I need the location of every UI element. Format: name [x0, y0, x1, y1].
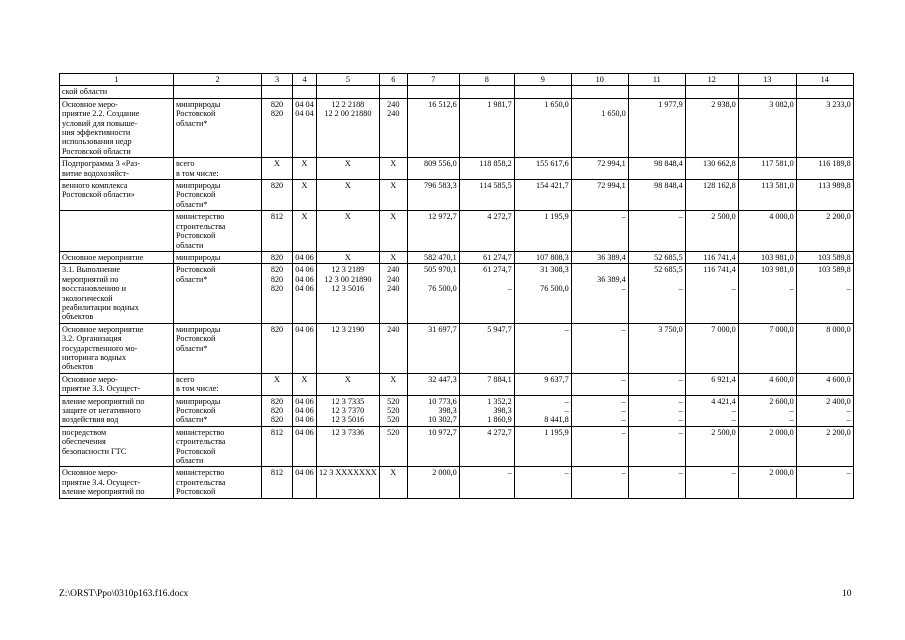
table-cell: 04 04 04 04 [293, 98, 317, 157]
table-cell: 72 994,1 [571, 180, 628, 211]
table-cell [407, 86, 459, 98]
table-cell: 796 583,3 [407, 180, 459, 211]
table-cell: 31 697,7 [407, 323, 459, 373]
table-cell: 10 773,6 398,3 10 302,7 [407, 395, 459, 426]
table-cell: 240 240 240 [379, 264, 407, 323]
header-cell: 7 [407, 74, 459, 86]
table-cell: 130 662,8 [685, 158, 738, 180]
table-cell: Х [317, 211, 380, 252]
table-cell [738, 86, 796, 98]
table-cell: 820 820 [262, 98, 293, 157]
table-cell: 520 520 520 [379, 395, 407, 426]
table-cell [60, 211, 174, 252]
table-cell: 4 421,4 – – [685, 395, 738, 426]
table-cell: 5 947,7 [459, 323, 514, 373]
table-cell: 61 274,7 – [459, 264, 514, 323]
table-cell: – [459, 467, 514, 498]
table-cell: 98 848,4 [628, 180, 685, 211]
table-cell: 12 2 2188 12 2 00 21880 [317, 98, 380, 157]
table-cell: 12 3 2190 [317, 323, 380, 373]
table-cell: 1 352,2 398,3 1 860,9 [459, 395, 514, 426]
table-cell: 2 400,0 – – [796, 395, 853, 426]
table-cell: – – – [571, 395, 628, 426]
header-cell: 5 [317, 74, 380, 86]
table-cell: 820 820 820 [262, 395, 293, 426]
table-cell: Основное меро- приятие 3.3. Осущест- [60, 373, 174, 395]
table-cell: 1 977,9 [628, 98, 685, 157]
table-cell: Х [262, 373, 293, 395]
table-cell: 12 3 ХХХХХХХ [317, 467, 380, 498]
table-cell: 116 741,4 – [685, 264, 738, 323]
table-cell: 1 981,7 [459, 98, 514, 157]
table-cell: всего в том числе: [174, 373, 262, 395]
table-cell: 7 884,1 [459, 373, 514, 395]
table-cell: 1 650,0 [514, 98, 571, 157]
table-cell: 1 195,9 [514, 426, 571, 467]
table-cell [685, 86, 738, 98]
table-cell: 4 272,7 [459, 426, 514, 467]
header-cell: 10 [571, 74, 628, 86]
table-cell: 103 981,0 [738, 251, 796, 263]
table-cell: 154 421,7 [514, 180, 571, 211]
table-cell: 116 189,8 [796, 158, 853, 180]
table-cell: 10 972,7 [407, 426, 459, 467]
budget-table [59, 73, 854, 499]
table-cell: всего в том числе: [174, 158, 262, 180]
table-cell: 4 272,7 [459, 211, 514, 252]
table-row [60, 180, 854, 211]
table-row [60, 426, 854, 467]
table-cell: 4 000,0 [738, 211, 796, 252]
table-cell: 2 000,0 [407, 467, 459, 498]
table-cell: Х [379, 180, 407, 211]
table-cell: – [571, 373, 628, 395]
table-cell: 1 195,9 [514, 211, 571, 252]
table-cell: 118 858,2 [459, 158, 514, 180]
table-cell: 98 848,4 [628, 158, 685, 180]
table-cell [571, 86, 628, 98]
table-cell: 12 972,7 [407, 211, 459, 252]
header-cell: 2 [174, 74, 262, 86]
table-cell: Ростовской области* [174, 264, 262, 323]
table-cell: – [571, 467, 628, 498]
table-cell: 117 581,0 [738, 158, 796, 180]
table-cell: 32 447,3 [407, 373, 459, 395]
table-cell: 04 06 04 06 04 06 [293, 395, 317, 426]
table-cell: 103 589,8 [796, 251, 853, 263]
table-cell: 820 [262, 323, 293, 373]
table-cell: 4 600,0 [738, 373, 796, 395]
table-cell: – [628, 373, 685, 395]
table-cell: 114 585,5 [459, 180, 514, 211]
table-cell: 04 06 [293, 426, 317, 467]
table-cell: 7 000,0 [685, 323, 738, 373]
table-cell: 2 200,0 [796, 426, 853, 467]
table-cell: 155 617,6 [514, 158, 571, 180]
table-cell: Х [317, 251, 380, 263]
table-row [60, 264, 854, 323]
table-cell: минприроды Ростовской области* [174, 180, 262, 211]
table-cell: 113 989,8 [796, 180, 853, 211]
table-cell: посредством обеспечения безопасности ГТС [60, 426, 174, 467]
table-cell [628, 86, 685, 98]
table-cell: Х [379, 373, 407, 395]
header-row [60, 74, 854, 86]
table-cell: – [628, 426, 685, 467]
table-cell: министерство строительства Ростовской [174, 467, 262, 498]
table-cell [293, 86, 317, 98]
table-cell: 2 000,0 [738, 426, 796, 467]
table-cell: – [571, 426, 628, 467]
table-cell: – [796, 467, 853, 498]
table-cell: Х [379, 467, 407, 498]
table-cell: 52 685,5 [628, 251, 685, 263]
table-cell: 812 [262, 211, 293, 252]
table-cell: Х [317, 373, 380, 395]
table-row [60, 251, 854, 263]
footer-page-number: 10 [842, 589, 852, 599]
table-cell: – [628, 467, 685, 498]
table-cell: 103 981,0 – [738, 264, 796, 323]
table-cell: 36 389,4 [571, 251, 628, 263]
table-cell [262, 86, 293, 98]
table-cell: 3 082,0 [738, 98, 796, 157]
table-cell: – [514, 323, 571, 373]
table-cell [796, 86, 853, 98]
table-cell: Х [293, 180, 317, 211]
table-cell: 582 470,1 [407, 251, 459, 263]
table-cell: Основное мероприятие [60, 251, 174, 263]
table-cell: 12 3 7335 12 3 7370 12 3 5016 [317, 395, 380, 426]
header-cell: 8 [459, 74, 514, 86]
table-cell: венного комплекса Ростовской области» [60, 180, 174, 211]
table-row [60, 211, 854, 252]
table-cell: министерство строительства Ростовской области [174, 211, 262, 252]
table-cell: 7 000,0 [738, 323, 796, 373]
table-cell: 809 556,0 [407, 158, 459, 180]
table-cell: 2 600,0 – – [738, 395, 796, 426]
table-cell [514, 86, 571, 98]
table-cell: ской области [60, 86, 174, 98]
table-cell: 2 000,0 [738, 467, 796, 498]
table-cell: 812 [262, 467, 293, 498]
header-cell: 1 [60, 74, 174, 86]
header-cell: 3 [262, 74, 293, 86]
table-cell: Х [379, 251, 407, 263]
table-cell: 8 000,0 [796, 323, 853, 373]
table-cell: 72 994,1 [571, 158, 628, 180]
table-cell [379, 86, 407, 98]
table-cell: Основное меро- приятие 3.4. Осущест- вление мероприятий по [60, 467, 174, 498]
table-cell: 2 200,0 [796, 211, 853, 252]
table-cell: 3 233,0 [796, 98, 853, 157]
table-cell: 9 637,7 [514, 373, 571, 395]
table-cell: Х [379, 158, 407, 180]
table-cell: 107 808,3 [514, 251, 571, 263]
table-cell: Х [379, 211, 407, 252]
table-cell: 31 308,3 76 500,0 [514, 264, 571, 323]
table-cell: 2 938,0 [685, 98, 738, 157]
table-cell: 61 274,7 [459, 251, 514, 263]
table-cell: Основное мероприятие 3.2. Организация государственного мо- ниторинга водных объектов [60, 323, 174, 373]
table-cell: Х [317, 180, 380, 211]
table-cell: – [514, 467, 571, 498]
table-cell: вление мероприятий по защите от негативного воздействия вод [60, 395, 174, 426]
table-cell: 04 06 [293, 251, 317, 263]
table-cell: минприроды Ростовской области* [174, 98, 262, 157]
table-cell: минприроды Ростовской области* [174, 323, 262, 373]
table-cell: 505 970,1 76 500,0 [407, 264, 459, 323]
header-cell: 13 [738, 74, 796, 86]
table-cell: – [628, 211, 685, 252]
table-cell: 52 685,5 – [628, 264, 685, 323]
table-cell: 12 3 2189 12 3 00 21890 12 3 5016 [317, 264, 380, 323]
table-cell: 4 600,0 [796, 373, 853, 395]
table-cell: 240 [379, 323, 407, 373]
table-cell: Подпрограмма 3 «Раз- витие водохозяйст- [60, 158, 174, 180]
table-cell: Основное меро- приятие 2.2. Создание условий для повыше- ния эффективности использования недр Ростовской области [60, 98, 174, 157]
table-cell: – [571, 323, 628, 373]
table-cell: 820 [262, 180, 293, 211]
footer-file-path: Z:\ORST\Ppo\0310p163.f16.docx [59, 589, 189, 599]
table-cell: 103 589,8 – [796, 264, 853, 323]
table-cell: 820 820 820 [262, 264, 293, 323]
table-cell: Х [262, 158, 293, 180]
table-row [60, 395, 854, 426]
header-cell: 6 [379, 74, 407, 86]
table-cell: 820 [262, 251, 293, 263]
table-cell: 520 [379, 426, 407, 467]
table-cell: минприроды [174, 251, 262, 263]
table-cell: 3.1. Выполнение мероприятий по восстановлению и экологической реабилитации водных объектов [60, 264, 174, 323]
table-cell: 12 3 7336 [317, 426, 380, 467]
header-cell: 12 [685, 74, 738, 86]
table-cell: 2 500,0 [685, 426, 738, 467]
header-cell: 14 [796, 74, 853, 86]
table-row [60, 373, 854, 395]
table-cell: 3 750,0 [628, 323, 685, 373]
table-cell: 1 650,0 [571, 98, 628, 157]
table-cell: 04 06 [293, 323, 317, 373]
table-row [60, 98, 854, 157]
table-cell: – [571, 211, 628, 252]
table-cell [459, 86, 514, 98]
table-cell: – – 8 441,8 [514, 395, 571, 426]
table-cell: Х [293, 211, 317, 252]
table-cell: 240 240 [379, 98, 407, 157]
table-cell: 116 741,4 [685, 251, 738, 263]
table-cell: – [685, 467, 738, 498]
table-cell [174, 86, 262, 98]
table-cell: 6 921,4 [685, 373, 738, 395]
table-cell: Х [293, 373, 317, 395]
table-cell: 113 581,0 [738, 180, 796, 211]
table-cell: минприроды Ростовской области* [174, 395, 262, 426]
table-cell: 36 389,4 – [571, 264, 628, 323]
header-cell: 4 [293, 74, 317, 86]
table-row [60, 158, 854, 180]
table-cell: – – – [628, 395, 685, 426]
table-cell: 04 06 04 06 04 06 [293, 264, 317, 323]
table-cell [317, 86, 380, 98]
header-cell: 9 [514, 74, 571, 86]
table-row [60, 86, 854, 98]
table-cell: 04 06 [293, 467, 317, 498]
table-cell: 16 512,6 [407, 98, 459, 157]
header-cell: 11 [628, 74, 685, 86]
table-cell: 128 162,8 [685, 180, 738, 211]
table-cell: Х [317, 158, 380, 180]
table-cell: министерство строительства Ростовской области [174, 426, 262, 467]
table-cell: 812 [262, 426, 293, 467]
table-cell: Х [293, 158, 317, 180]
table-cell: 2 500,0 [685, 211, 738, 252]
table-row [60, 467, 854, 498]
table-row [60, 323, 854, 373]
